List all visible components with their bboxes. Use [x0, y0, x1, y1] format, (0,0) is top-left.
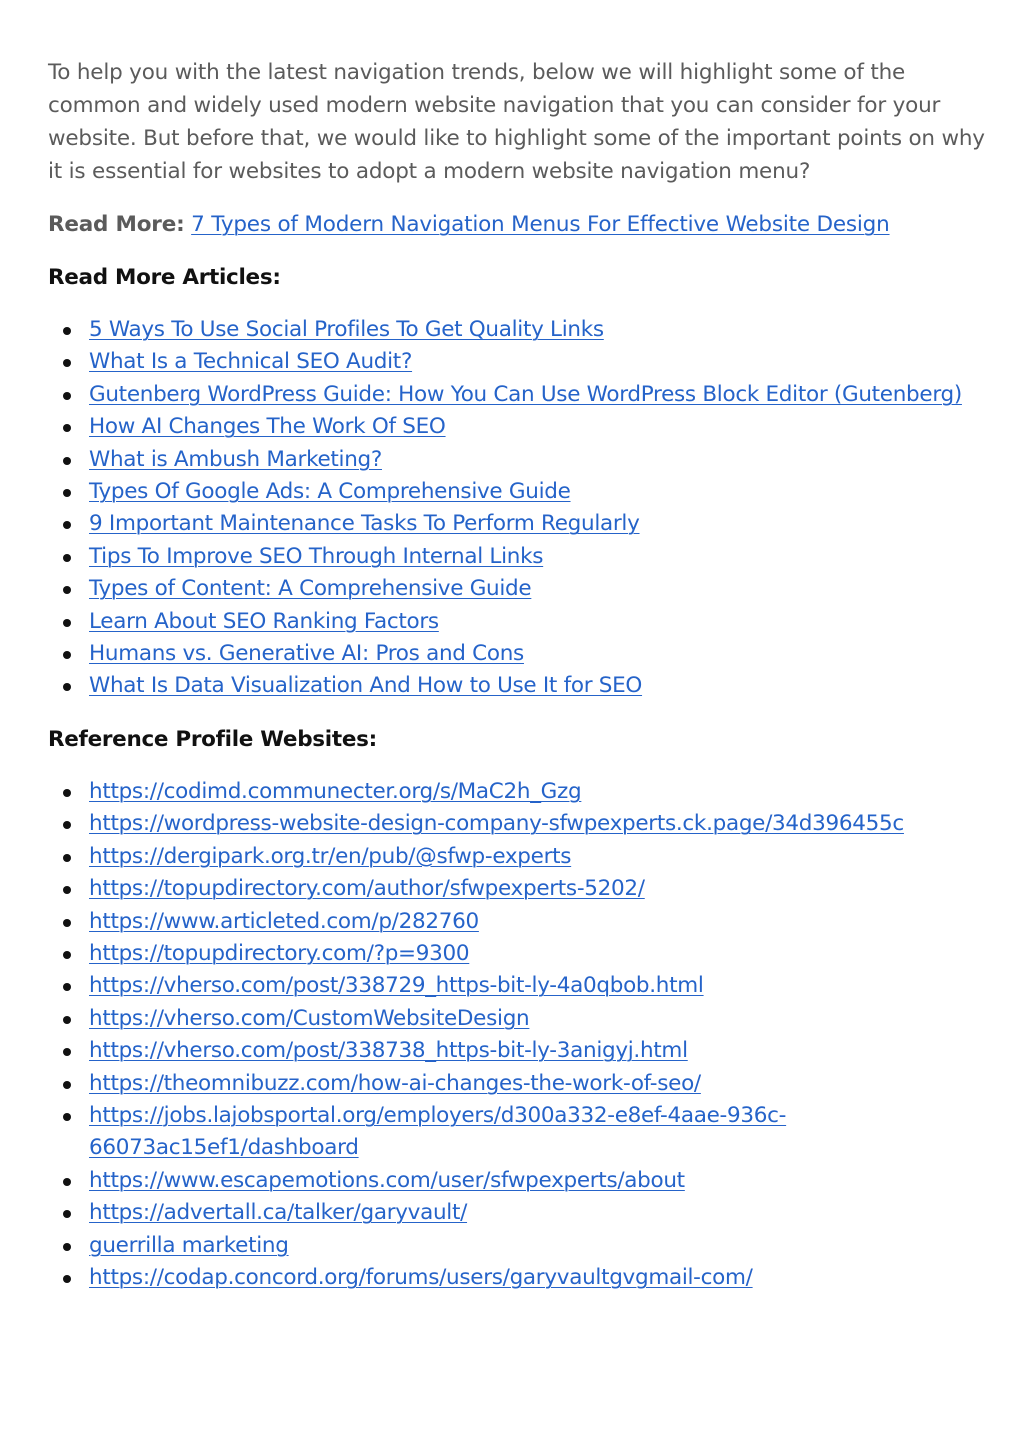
reference-link[interactable]: https://www.escapemotions.com/user/sfwpexperts/about	[89, 1167, 685, 1193]
article-list-item	[48, 346, 988, 378]
article-link[interactable]: 5 Ways To Use Social Profiles To Get Quality Links	[89, 317, 604, 342]
reference-link[interactable]: https://advertall.ca/talker/garyvault/	[89, 1200, 468, 1226]
read-more-label: Read More:	[48, 212, 185, 237]
bullet-icon	[63, 1016, 71, 1024]
bullet-icon	[63, 424, 71, 432]
article-list-item	[48, 606, 988, 638]
bullet-icon	[63, 951, 71, 959]
bullet-icon	[63, 919, 71, 927]
reference-list-item	[48, 1100, 988, 1165]
bullet-icon	[63, 886, 71, 894]
references-heading: Reference Profile Websites:	[48, 726, 377, 752]
reference-link[interactable]: https://jobs.lajobsportal.org/employers/d300a332-e8ef-4aae-936c-66073ac15ef1/dashboard	[89, 1102, 787, 1161]
article-list-item	[48, 379, 988, 411]
bullet-icon	[63, 983, 71, 991]
bullet-icon	[63, 1113, 71, 1121]
article-link[interactable]: What is Ambush Marketing?	[89, 446, 382, 472]
article-list-item	[48, 314, 988, 346]
article-list-item	[48, 541, 988, 573]
reference-list-item	[48, 1035, 988, 1067]
bullet-icon	[63, 457, 71, 465]
reference-list-item	[48, 841, 988, 873]
reference-link[interactable]: https://vherso.com/post/338729_https-bit-ly-4a0qbob.html	[89, 973, 704, 999]
bullet-icon	[63, 683, 71, 691]
article-link[interactable]: How AI Changes The Work Of SEO	[89, 414, 446, 440]
reference-link[interactable]: https://topupdirectory.com/?p=9300	[89, 940, 470, 966]
bullet-icon	[63, 854, 71, 862]
bullet-icon	[63, 1048, 71, 1056]
bullet-icon	[63, 327, 71, 335]
bullet-icon	[63, 586, 71, 594]
article-list-item	[48, 638, 988, 670]
reference-link[interactable]: https://vherso.com/post/338738_https-bit-ly-3anigyj.html	[89, 1038, 688, 1064]
document-page	[48, 56, 988, 1294]
article-link[interactable]: Learn About SEO Ranking Factors	[89, 608, 439, 634]
reference-link[interactable]: https://topupdirectory.com/author/sfwpexperts-5202/	[89, 876, 645, 902]
articles-list	[48, 314, 988, 703]
bullet-icon	[63, 789, 71, 797]
reference-list-item	[48, 938, 988, 970]
article-link[interactable]: 9 Important Maintenance Tasks To Perform Regularly	[89, 511, 640, 537]
reference-list-item	[48, 970, 988, 1002]
reference-list-item	[48, 808, 988, 840]
reference-link[interactable]: guerrilla marketing	[89, 1232, 289, 1258]
article-link[interactable]: Gutenberg WordPress Guide: How You Can Use WordPress Block Editor (Gutenberg)	[89, 381, 962, 407]
article-list-item	[48, 670, 988, 702]
article-link[interactable]: Tips To Improve SEO Through Internal Links	[89, 543, 544, 569]
reference-list-item	[48, 1068, 988, 1100]
bullet-icon	[63, 1210, 71, 1218]
article-link[interactable]: Types Of Google Ads: A Comprehensive Guide	[89, 479, 571, 505]
reference-link[interactable]: https://dergipark.org.tr/en/pub/@sfwp-experts	[89, 843, 572, 869]
article-link[interactable]: What Is a Technical SEO Audit?	[89, 349, 413, 375]
reference-link[interactable]: https://wordpress-website-design-company-sfwpexperts.ck.page/34d396455c	[89, 811, 904, 837]
reference-link[interactable]: https://theomnibuzz.com/how-ai-changes-the-work-of-seo/	[89, 1070, 701, 1096]
read-more-line	[48, 208, 988, 241]
bullet-icon	[63, 1275, 71, 1283]
article-list-item	[48, 573, 988, 605]
reference-list-item	[48, 873, 988, 905]
bullet-icon	[63, 392, 71, 400]
bullet-icon	[63, 821, 71, 829]
bullet-icon	[63, 619, 71, 627]
reference-link[interactable]: https://vherso.com/CustomWebsiteDesign	[89, 1005, 530, 1031]
bullet-icon	[63, 1081, 71, 1089]
article-list-item	[48, 444, 988, 476]
read-more-link[interactable]: 7 Types of Modern Navigation Menus For Effective Website Design	[191, 212, 890, 237]
bullet-icon	[63, 1178, 71, 1186]
articles-heading: Read More Articles:	[48, 265, 281, 290]
reference-list-item	[48, 1197, 988, 1229]
bullet-icon	[63, 1243, 71, 1251]
reference-list-item	[48, 776, 988, 808]
article-link[interactable]: What Is Data Visualization And How to Use It for SEO	[89, 673, 643, 699]
article-list-item	[48, 476, 988, 508]
references-list	[48, 776, 988, 1295]
bullet-icon	[63, 554, 71, 562]
bullet-icon	[63, 359, 71, 367]
reference-list-item	[48, 1165, 988, 1197]
article-link[interactable]: Types of Content: A Comprehensive Guide	[89, 576, 532, 602]
bullet-icon	[63, 521, 71, 529]
article-list-item	[48, 411, 988, 443]
article-link[interactable]: Humans vs. Generative AI: Pros and Cons	[89, 641, 524, 667]
reference-list-item	[48, 1230, 988, 1262]
reference-link[interactable]: https://codap.concord.org/forums/users/garyvaultgvgmail-com/	[89, 1264, 753, 1290]
reference-list-item	[48, 906, 988, 938]
reference-link[interactable]: https://codimd.communecter.org/s/MaC2h_Gzg	[89, 778, 582, 804]
reference-link[interactable]: https://www.articleted.com/p/282760	[89, 908, 479, 934]
bullet-icon	[63, 651, 71, 659]
reference-list-item	[48, 1003, 988, 1035]
reference-list-item	[48, 1262, 988, 1294]
bullet-icon	[63, 489, 71, 497]
intro-paragraph: To help you with the latest navigation trends, below we will highlight some of the common and widely used modern website navigation that you can consider for your website. But before that, we would like to highlight some of the important points on why it is essential for websites to adopt a modern website navigation menu?	[48, 60, 985, 184]
article-list-item	[48, 508, 988, 540]
